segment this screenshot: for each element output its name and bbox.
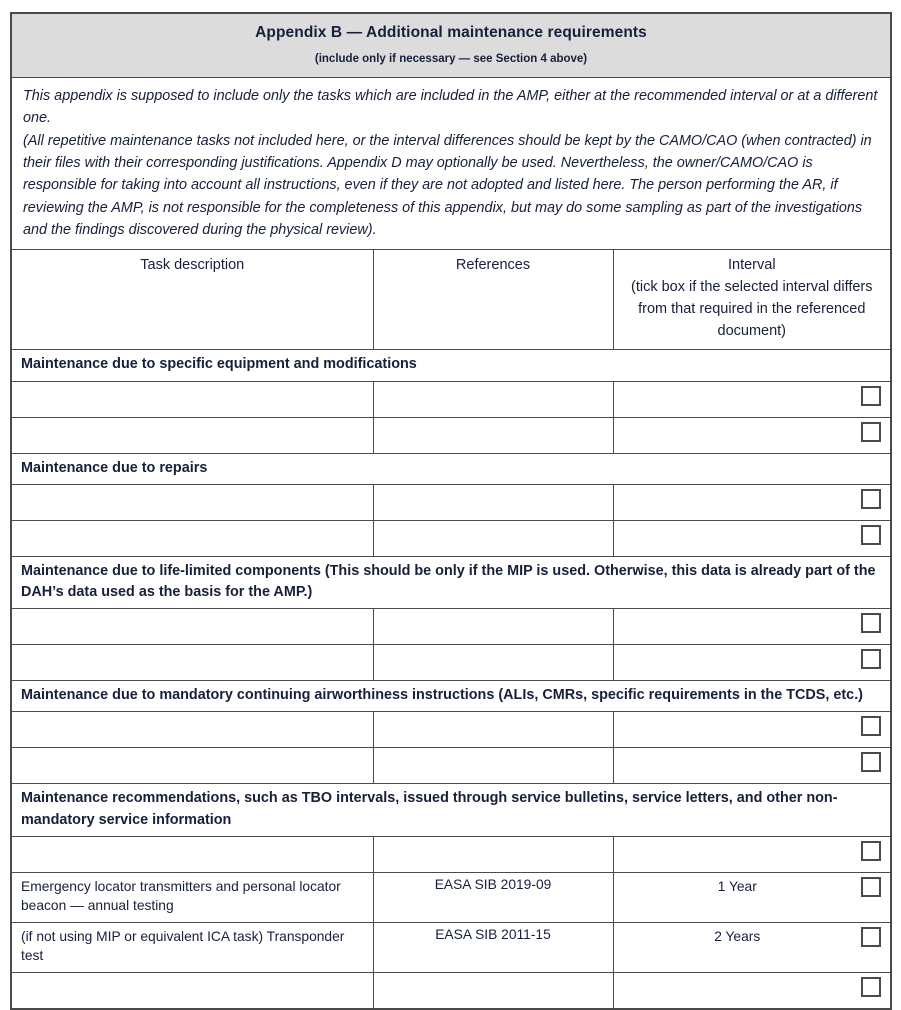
interval-inner: [614, 837, 891, 865]
table-row: [11, 872, 891, 922]
interval-cell: [613, 836, 891, 872]
interval-inner: [614, 748, 891, 776]
interval-inner: [614, 521, 891, 549]
section-header-label: Maintenance due to specific equipment and modifications: [21, 356, 417, 373]
reference-cell[interactable]: [373, 417, 613, 453]
task-description-cell[interactable]: [11, 748, 373, 784]
reference-cell[interactable]: [373, 520, 613, 556]
interval-inner: [614, 873, 891, 901]
reference-cell[interactable]: [373, 645, 613, 681]
interval-inner: [614, 485, 891, 513]
task-description-cell[interactable]: Emergency locator transmitters and personal locator beacon — annual testing: [11, 872, 373, 922]
table-row: [11, 836, 891, 872]
section-header-label: Maintenance due to mandatory continuing airworthiness instructions (ALIs, CMRs, specific requirements in the TCDS, etc.): [21, 687, 863, 704]
interval-differs-checkbox[interactable]: [861, 525, 881, 545]
task-description-cell[interactable]: [11, 417, 373, 453]
column-header-references-label: References: [455, 257, 531, 274]
appendix-title-cell: [11, 13, 891, 77]
table-row: [11, 381, 891, 417]
task-description-cell[interactable]: [11, 381, 373, 417]
interval-differs-checkbox[interactable]: [861, 927, 881, 947]
section-header-cell: [11, 453, 891, 484]
interval-cell: [613, 609, 891, 645]
interval-value[interactable]: 2 Years: [714, 929, 761, 945]
interval-inner: [614, 609, 891, 637]
table-body: [11, 13, 891, 1009]
task-description-cell[interactable]: [11, 520, 373, 556]
task-description-cell[interactable]: [11, 484, 373, 520]
task-description-cell[interactable]: [11, 712, 373, 748]
title-row: [11, 13, 891, 77]
column-header-references: [373, 250, 613, 350]
interval-cell: [613, 972, 891, 1009]
reference-cell[interactable]: EASA SIB 2011-15: [373, 922, 613, 972]
intro-cell: [11, 77, 891, 250]
column-header-interval-label: Interval: [727, 257, 776, 274]
section-header-cell: [11, 681, 891, 712]
interval-inner: [614, 923, 891, 951]
table-row: [11, 748, 891, 784]
column-header-task-label: Task description: [140, 257, 245, 274]
column-header-task: [11, 250, 373, 350]
interval-differs-checkbox[interactable]: [861, 386, 881, 406]
reference-cell[interactable]: [373, 712, 613, 748]
table-row: [11, 712, 891, 748]
intro-paragraph: This appendix is supposed to include only the tasks which are included in the AMP, either at the recommended interval or at a different one. (All repetitive maintenance tasks not included here, or the interval differences should be kept by the CAMO/CAO (when contracted) in their files with their corresponding justifications. Appendix D may optionally be used. Nevertheless, the owner/CAMO/CAO is responsible for taking into account all instructions, even if they are not adopted and listed here. The person performing the AR, if reviewing the AMP, is not responsible for the completeness of this appendix, but may do some sampling as part of the investigations and the findings discovered during the physical review).: [23, 87, 878, 239]
interval-cell: [613, 417, 891, 453]
interval-differs-checkbox[interactable]: [861, 977, 881, 997]
task-description-cell[interactable]: [11, 645, 373, 681]
section-header-row: [11, 453, 891, 484]
section-header-label: Maintenance recommendations, such as TBO intervals, issued through service bulletins, service letters, and other non-mandatory service information: [21, 790, 838, 828]
interval-differs-checkbox[interactable]: [861, 752, 881, 772]
table-row: [11, 609, 891, 645]
interval-differs-checkbox[interactable]: [861, 422, 881, 442]
column-header-row: [11, 250, 891, 350]
section-header-label: Maintenance due to life-limited components (This should be only if the MIP is used. Otherwise, this data is already part of the DAH’s data used as the basis for the AMP.): [21, 562, 876, 600]
table-row: [11, 645, 891, 681]
interval-inner: [614, 712, 891, 740]
task-description-cell[interactable]: [11, 972, 373, 1009]
table-row: [11, 484, 891, 520]
table-row: [11, 520, 891, 556]
interval-value[interactable]: 1 Year: [717, 879, 757, 895]
interval-differs-checkbox[interactable]: [861, 649, 881, 669]
interval-cell: [613, 922, 891, 972]
interval-cell: [613, 381, 891, 417]
section-header-row: [11, 681, 891, 712]
section-header-row: [11, 350, 891, 381]
interval-differs-checkbox[interactable]: [861, 877, 881, 897]
interval-inner: [614, 973, 891, 1001]
task-description-cell[interactable]: [11, 836, 373, 872]
appendix-b-table: [10, 12, 892, 1010]
task-description-cell[interactable]: [11, 609, 373, 645]
reference-cell[interactable]: [373, 748, 613, 784]
table-row: [11, 972, 891, 1009]
interval-cell: [613, 872, 891, 922]
page-subtitle: (include only if necessary — see Section 4 above): [314, 53, 588, 66]
section-header-row: [11, 784, 891, 836]
interval-cell: [613, 520, 891, 556]
section-header-cell: [11, 784, 891, 836]
section-header-label: Maintenance due to repairs: [21, 459, 208, 476]
reference-cell[interactable]: [373, 609, 613, 645]
reference-cell[interactable]: [373, 381, 613, 417]
reference-cell[interactable]: [373, 972, 613, 1009]
interval-differs-checkbox[interactable]: [861, 489, 881, 509]
interval-cell: [613, 645, 891, 681]
reference-cell[interactable]: [373, 484, 613, 520]
interval-inner: [614, 645, 891, 673]
interval-cell: [613, 484, 891, 520]
task-description-cell[interactable]: (if not using MIP or equivalent ICA task) Transponder test: [11, 922, 373, 972]
column-header-interval: [613, 250, 891, 350]
section-header-cell: [11, 350, 891, 381]
interval-cell: [613, 712, 891, 748]
reference-cell[interactable]: [373, 836, 613, 872]
table-row: [11, 417, 891, 453]
interval-cell: [613, 748, 891, 784]
interval-differs-checkbox[interactable]: [861, 613, 881, 633]
interval-differs-checkbox[interactable]: [861, 841, 881, 861]
section-header-row: [11, 556, 891, 608]
page-title: Appendix B — Additional maintenance requirements: [255, 24, 647, 41]
table-row: [11, 922, 891, 972]
reference-cell[interactable]: EASA SIB 2019-09: [373, 872, 613, 922]
section-header-cell: [11, 556, 891, 608]
column-header-interval-note: (tick box if the selected interval differs from that required in the referenced document): [631, 279, 873, 339]
interval-inner: [614, 418, 891, 446]
interval-differs-checkbox[interactable]: [861, 716, 881, 736]
intro-row: [11, 77, 891, 250]
interval-inner: [614, 382, 891, 410]
